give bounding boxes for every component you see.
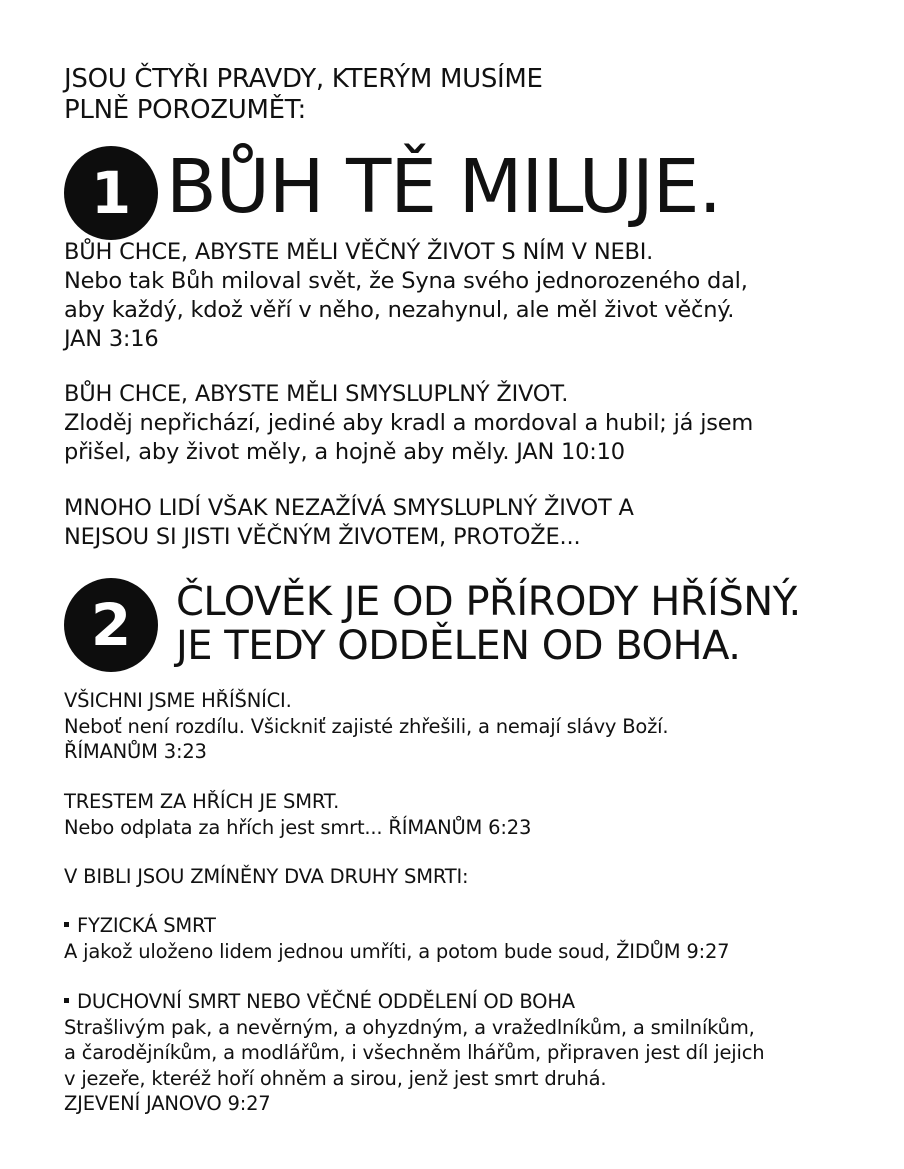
verse-reference: ZJEVENÍ JANOVO 9:27 xyxy=(64,1092,271,1115)
verse-text: přišel, aby život měly, a hojně aby měly. JAN 10:10 xyxy=(64,439,625,465)
section-transition xyxy=(64,494,864,552)
truth-1-heading: BŮH TĚ MILUJE. xyxy=(166,144,722,230)
bullet-icon xyxy=(64,998,69,1003)
section-eternal-life xyxy=(64,238,864,354)
section-physical-death xyxy=(64,913,864,964)
section-title: BŮH CHCE, ABYSTE MĚLI VĚČNÝ ŽIVOT S NÍM V NEBI. xyxy=(64,239,654,265)
verse-text: aby každý, kdož věří v něho, nezahynul, ale měl život věčný. xyxy=(64,297,735,323)
section-title: MNOHO LIDÍ VŠAK NEZAŽÍVÁ SMYSLUPLNÝ ŽIVOT A xyxy=(64,495,634,521)
bullet-label: FYZICKÁ SMRT xyxy=(77,914,216,937)
section-spiritual-death xyxy=(64,989,864,1117)
section-meaningful-life xyxy=(64,380,864,467)
bullet-title xyxy=(64,913,864,939)
heading-line: JE TEDY ODDĚLEN OD BOHA. xyxy=(176,623,741,669)
verse-text: Nebo tak Bůh miloval svět, že Syna svého jednorozeného dal, xyxy=(64,268,748,294)
verse-text: a čarodějníkům, a modlářům, i všechněm lhářům, připraven jest díl jejich xyxy=(64,1041,765,1064)
section-title: NEJSOU SI JISTI VĚČNÝM ŽIVOTEM, PROTOŽE... xyxy=(64,524,581,550)
section-title: V BIBLI JSOU ZMÍNĚNY DVA DRUHY SMRTI: xyxy=(64,865,469,888)
verse-text: Strašlivým pak, a nevěrným, a ohyzdným, a vražedlníkům, a smilníkům, xyxy=(64,1015,755,1039)
bullet-title xyxy=(64,989,864,1015)
section-two-deaths xyxy=(64,864,864,890)
bullet-label: DUCHOVNÍ SMRT NEBO VĚČNÉ ODDĚLENÍ OD BOHA xyxy=(77,990,575,1013)
verse-text: Neboť není rozdílu. Všickniť zajisté zhřešili, a nemají slávy Boží. xyxy=(64,714,669,738)
verse-text: Zloděj nepřichází, jediné aby kradl a mordoval a hubil; já jsem xyxy=(64,410,754,436)
truth-2-heading xyxy=(176,580,801,668)
bullet-icon xyxy=(64,922,69,927)
intro-line: JSOU ČTYŘI PRAVDY, KTERÝM MUSÍME xyxy=(64,64,543,94)
heading-line: ČLOVĚK JE OD PŘÍRODY HŘÍŠNÝ. xyxy=(176,579,801,625)
verse-reference: ŘÍMANŮM 3:23 xyxy=(64,740,207,763)
section-title: TRESTEM ZA HŘÍCH JE SMRT. xyxy=(64,790,340,813)
truth-number-badge: 1 xyxy=(64,146,158,240)
intro-heading xyxy=(64,64,844,126)
verse-text: Nebo odplata za hřích jest smrt... ŘÍMANŮM 6:23 xyxy=(64,815,532,839)
section-all-sinners xyxy=(64,688,864,765)
section-title: VŠICHNI JSME HŘÍŠNÍCI. xyxy=(64,689,292,712)
section-penalty xyxy=(64,789,864,840)
verse-text: A jakož uloženo lidem jednou umříti, a potom bude soud, ŽIDŮM 9:27 xyxy=(64,939,730,963)
intro-line: PLNĚ POROZUMĚT: xyxy=(64,95,306,125)
verse-reference: JAN 3:16 xyxy=(64,326,159,352)
section-title: BŮH CHCE, ABYSTE MĚLI SMYSLUPLNÝ ŽIVOT. xyxy=(64,381,569,407)
verse-text: v jezeře, kteréž hoří ohněm a sirou, jenž jest smrt druhá. xyxy=(64,1066,607,1090)
truth-number-badge: 2 xyxy=(64,578,158,672)
